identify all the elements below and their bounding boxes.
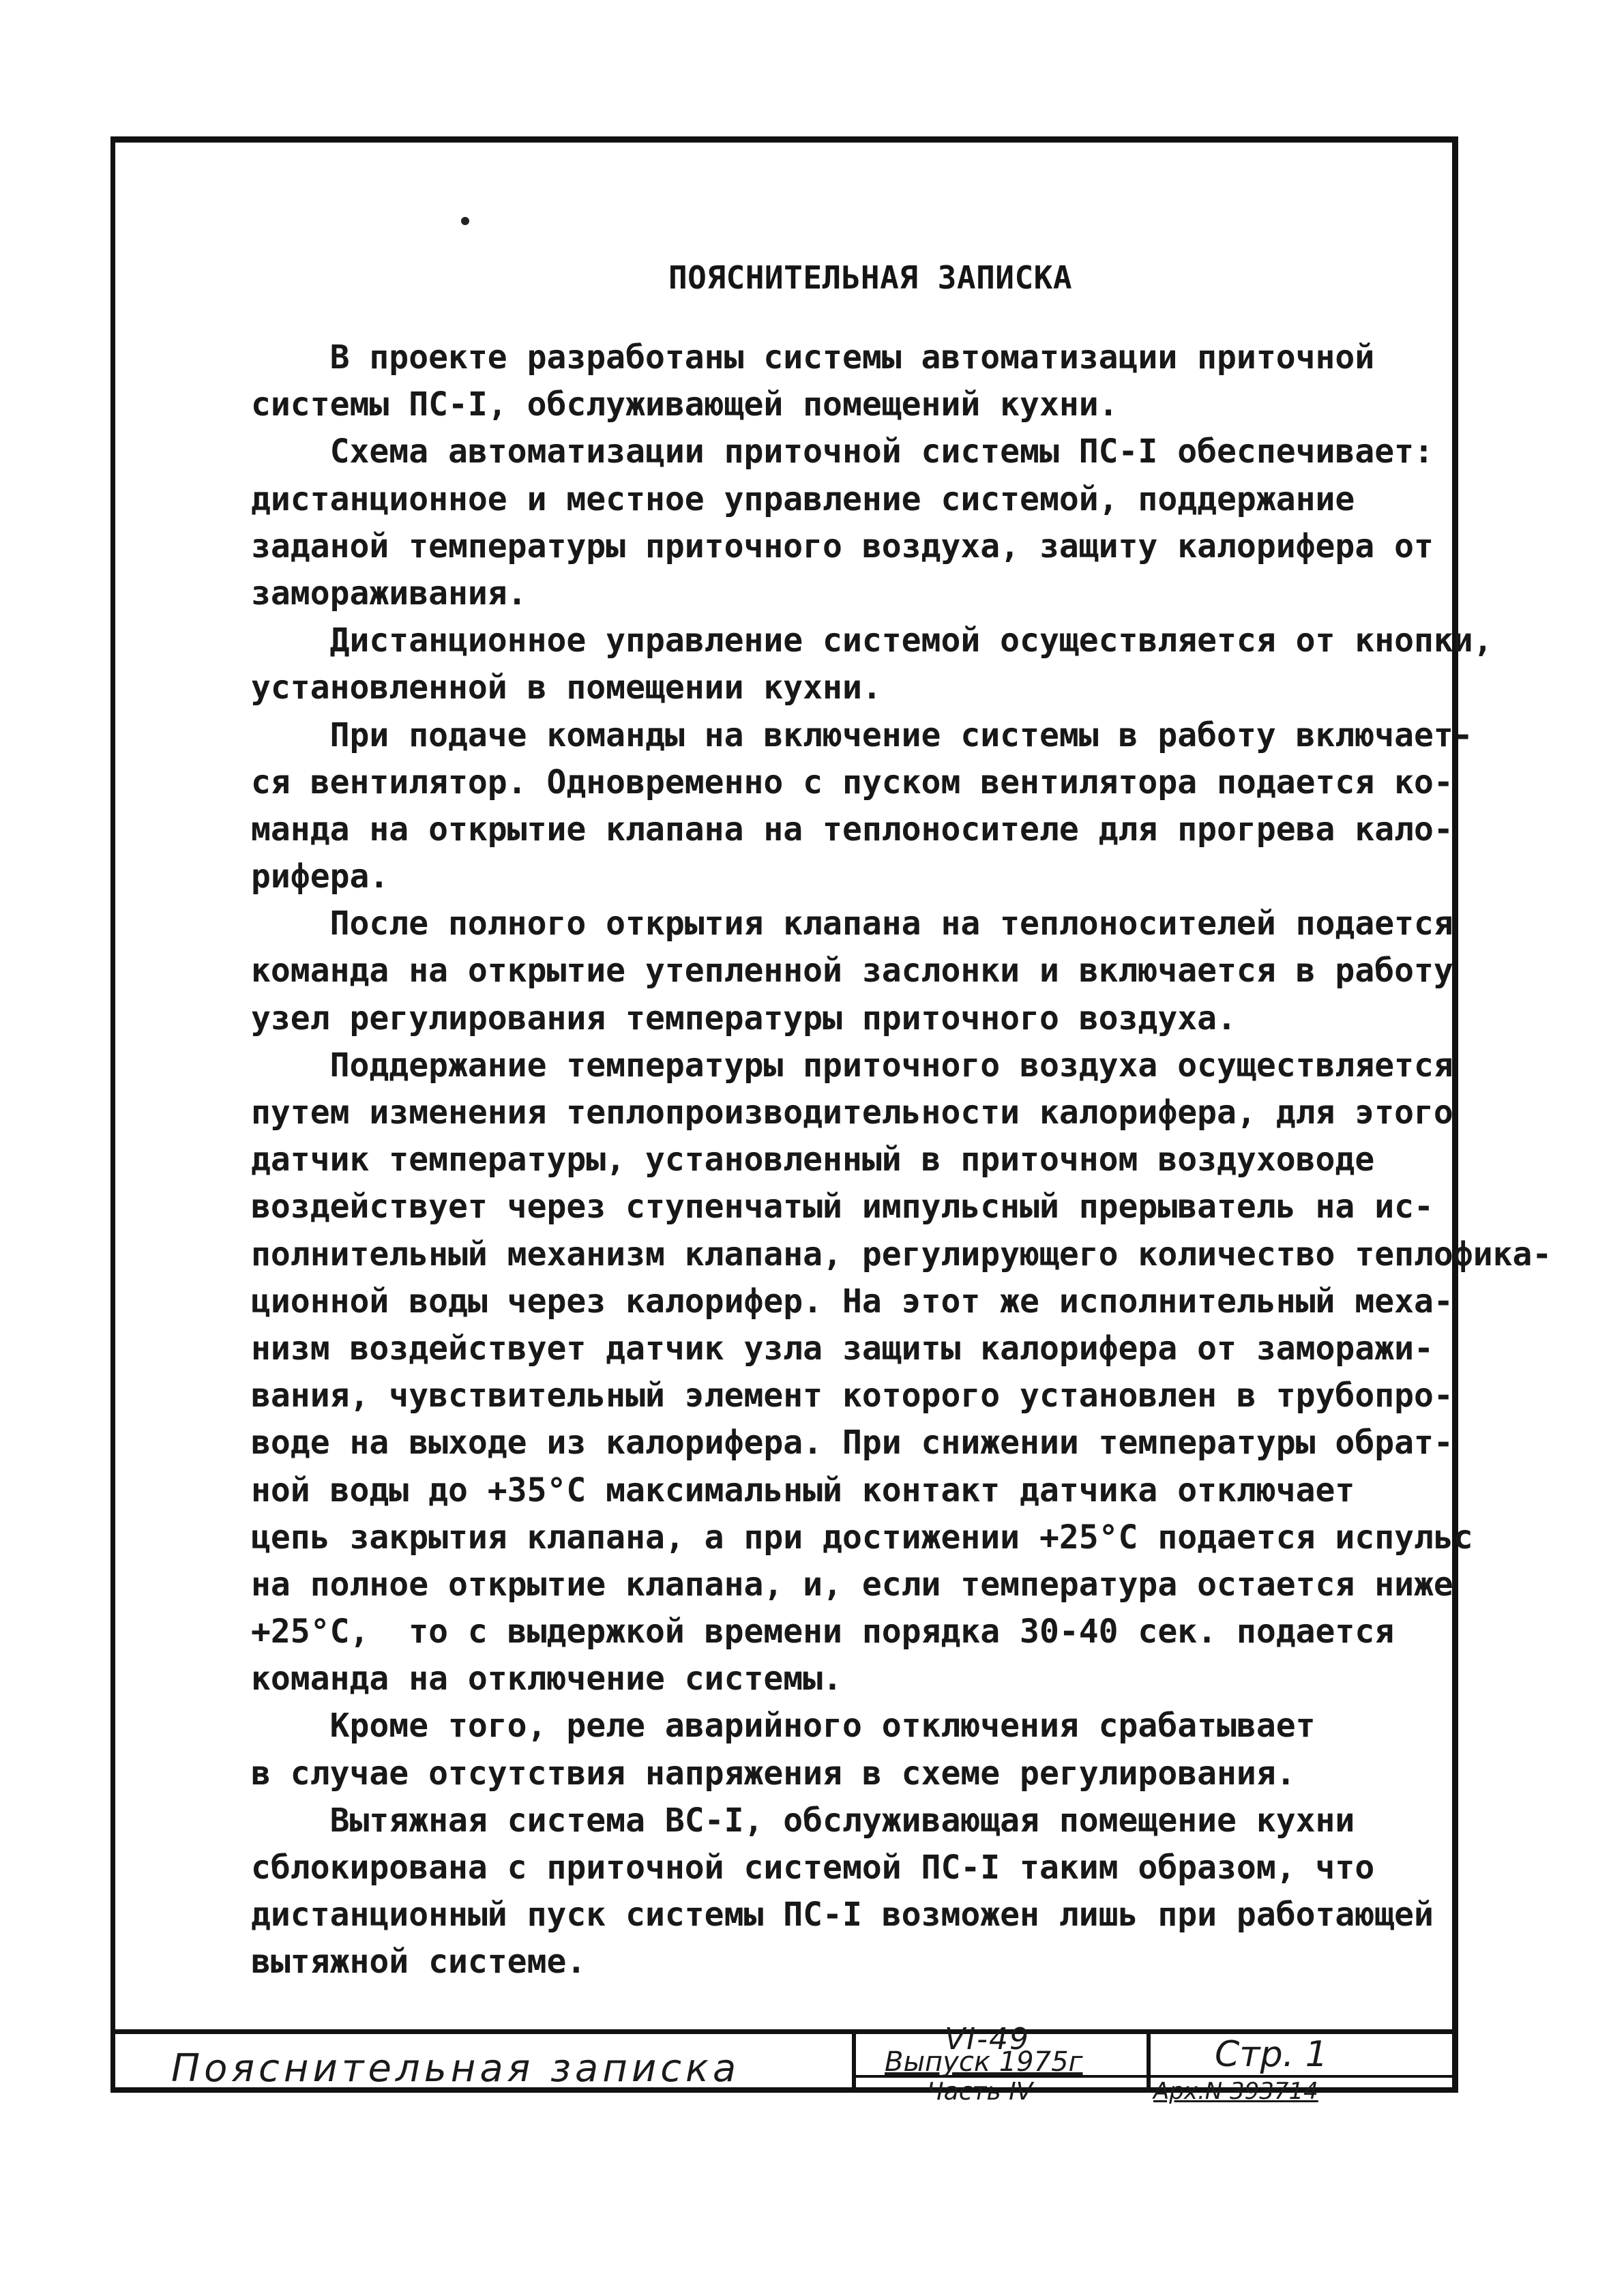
body-line: замораживания. [251,574,527,613]
body-line: Кроме того, реле аварийного отключения срабатывает [251,1707,1316,1746]
body-line: дистанционный пуск системы ПС-I возможен лишь при работающей [251,1896,1434,1934]
body-line: вытяжной системе. [251,1943,587,1982]
body-line: датчик температуры, установленный в приточном воздуховоде [251,1140,1375,1179]
body-line: При подаче команды на включение системы в работу включает- [251,716,1473,754]
body-line: полнительный механизм клапана, регулирующего количество теплофика- [251,1235,1552,1274]
stamp-page: Стр. 1 [1215,2034,1328,2075]
body-line: установленной в помещении кухни. [251,668,882,707]
body-line: ционной воды через калорифер. На этот же исполнительный меха- [251,1282,1453,1321]
body-line: цепь закрытия клапана, а при достижении +25°С подается испульс [251,1518,1473,1557]
body-line: вания, чувствительный элемент которого установлен в трубопро- [251,1377,1453,1415]
stamp-part: Часть IV [927,2078,1033,2106]
body-line: путем изменения теплопроизводительности калорифера, для этого [251,1093,1453,1132]
document-body [251,334,1552,1986]
stamp-code: VI-49 [945,2022,1030,2057]
body-line: команда на отключение системы. [251,1660,842,1698]
stamp-issue: Выпуск 1975г [885,2046,1083,2078]
body-line: узел регулирования температуры приточного воздуха. [251,999,1237,1037]
speck [461,217,469,225]
stamp-archive: Арх.N 393714 [1153,2078,1318,2105]
body-line: манда на открытие клапана на теплоносителе для прогрева кало- [251,810,1453,849]
body-line: низм воздействует датчик узла защиты калорифера от заморажи- [251,1329,1434,1368]
body-line: После полного открытия клапана на теплоносителей подается [251,904,1453,943]
body-line: сблокирована с приточной системой ПС-I таким образом, что [251,1849,1375,1887]
body-line: В проекте разработаны системы автоматизации приточной [251,338,1375,377]
title-block [115,2022,1452,2106]
title-block-divider [852,2029,856,2093]
body-line: на полное открытие клапана, и, если температура остается ниже [251,1565,1453,1604]
body-line: системы ПС-I, обслуживающей помещений кухни. [251,385,1119,424]
body-line: ной воды до +35°С максимальный контакт датчика отключает [251,1471,1355,1510]
stamp-name: Пояснительная записка [171,2046,741,2091]
body-line: ся вентилятор. Одновременно с пуском вентилятора подается ко- [251,763,1453,801]
body-line: рифера. [251,857,389,896]
title-block-divider [1147,2029,1151,2093]
body-line: +25°С, то с выдержкой времени порядка 30-40 сек. подается [251,1613,1395,1651]
body-line: Вытяжная система ВС-I, обслуживающая помещение кухни [251,1801,1355,1840]
body-line: команда на открытие утепленной заслонки и включается в работу [251,952,1453,990]
body-line: Схема автоматизации приточной системы ПС-I обеспечивает: [251,432,1434,471]
body-line: дистанционное и местное управление системой, поддержание [251,480,1355,518]
body-line: Поддержание температуры приточного воздуха осуществляется [251,1046,1453,1085]
body-line: воздействует через ступенчатый импульсный прерыватель на ис- [251,1188,1434,1226]
body-line: в случае отсутствия напряжения в схеме регулирования. [251,1754,1296,1793]
document-title: ПОЯСНИТЕЛЬНАЯ ЗАПИСКА [668,259,1073,296]
body-line: Дистанционное управление системой осуществляется от кнопки, [251,621,1493,660]
body-line: воде на выходе из калорифера. При снижении температуры обрат- [251,1424,1453,1462]
body-line: заданой температуры приточного воздуха, защиту калорифера от [251,527,1434,565]
